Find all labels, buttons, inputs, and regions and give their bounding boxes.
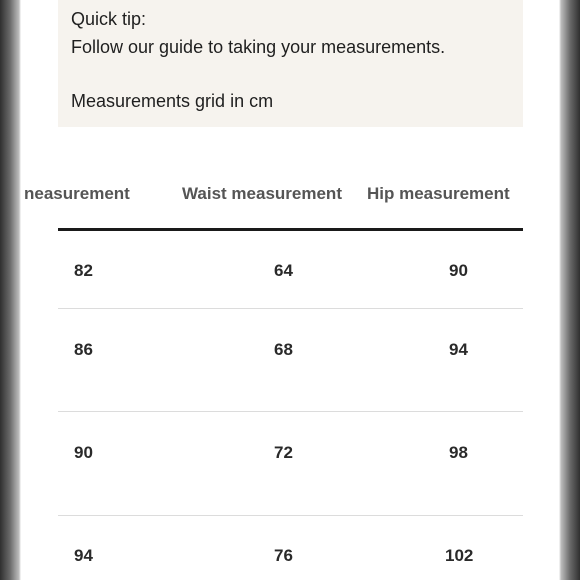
measurement-guide-text: Follow our guide to taking your measurements. — [71, 37, 446, 57]
table-cell: 94 — [74, 546, 93, 565]
column-header-bust: neasurement — [24, 184, 130, 203]
table-cell: 90 — [449, 261, 468, 280]
quick-tip-title: Quick tip: — [71, 9, 147, 29]
table-cell: 64 — [274, 261, 293, 280]
size-guide-panel — [21, 0, 559, 580]
row-divider — [58, 308, 523, 309]
table-cell: 68 — [274, 340, 293, 359]
table-cell: 82 — [74, 261, 93, 280]
row-divider — [58, 515, 523, 516]
table-cell: 102 — [445, 546, 474, 565]
table-cell: 90 — [74, 443, 93, 462]
measurements-table[interactable] — [24, 150, 523, 580]
table-cell: 72 — [274, 443, 293, 462]
table-cell: 76 — [274, 546, 293, 565]
table-cell: 98 — [449, 443, 468, 462]
row-divider — [58, 411, 523, 412]
column-header-hip: Hip measurement — [367, 184, 510, 203]
column-header-waist: Waist measurement — [182, 184, 342, 203]
quick-tip-box — [58, 0, 523, 127]
table-cell: 94 — [449, 340, 468, 359]
measurements-grid-label: Measurements grid in cm — [71, 91, 274, 111]
table-cell: 86 — [74, 340, 93, 359]
header-divider — [58, 228, 523, 231]
